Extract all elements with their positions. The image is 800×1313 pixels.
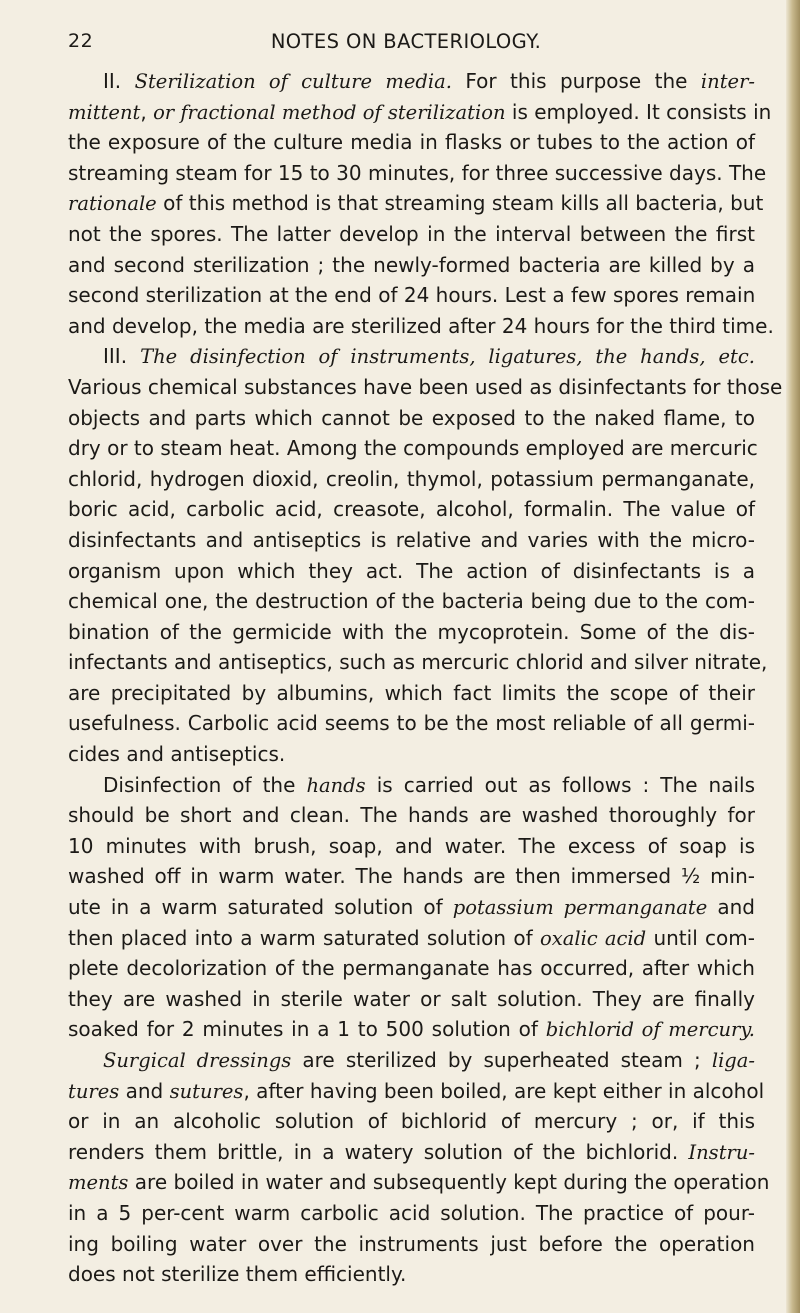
text-span: streaming steam for 15 to 30 minutes, for three successive days. The: [68, 160, 767, 185]
text-line: [68, 219, 755, 250]
text-span: is employed. It consists in: [505, 99, 772, 124]
text-line: [68, 923, 755, 954]
text-span: infectants and antiseptics, such as mercuric chlorid and silver nitrate,: [68, 650, 768, 675]
text-span: are sterilized by superheated steam ;: [291, 1048, 712, 1072]
text-line: [68, 556, 755, 587]
text-line: [68, 525, 755, 556]
text-span: renders them brittle, in a watery solution of the bichlorid.: [68, 1139, 689, 1164]
text-line: [68, 1198, 755, 1229]
text-span: boric acid, carbolic acid, creasote, alcohol, formalin. The value of: [68, 497, 755, 522]
text-line: [68, 1229, 755, 1260]
text-span: and: [119, 1078, 170, 1103]
text-span: chemical one, the destruction of the bacteria being due to the com-: [68, 589, 755, 614]
text-line: [68, 433, 758, 464]
text-line: [68, 250, 755, 281]
text-line: [68, 770, 755, 801]
italic-text: tures: [68, 1079, 120, 1103]
text-line: [68, 127, 755, 158]
text-line: [68, 953, 755, 984]
text-line: [68, 1045, 755, 1076]
text-span: III.: [103, 344, 141, 369]
text-line: [68, 188, 764, 219]
text-span: washed off in warm water. The hands are then immersed ½ min-: [68, 864, 755, 889]
text-span: For this purpose the: [451, 69, 701, 93]
text-span: cides and antiseptics.: [68, 742, 286, 767]
text-span: in a 5 per-cent warm carbolic acid solution. The practice of pour-: [68, 1200, 755, 1225]
text-span: objects and parts which cannot be exposed to the naked flame, to: [68, 405, 755, 430]
text-span: of this method is that streaming steam kills all bacteria, but: [156, 191, 764, 216]
italic-text: or fractional method of sterilization: [153, 100, 506, 124]
italic-text: inter-: [700, 70, 756, 93]
text-line: [68, 403, 755, 434]
text-span: ute in a warm saturated solution of: [68, 895, 453, 920]
text-line: [68, 708, 755, 739]
text-span: , after having been boiled, are kept either in alcohol: [243, 1078, 765, 1103]
text-span: until com-: [646, 925, 755, 950]
body-text: [68, 66, 783, 1290]
italic-text: rationale: [68, 192, 157, 216]
text-line: [68, 1167, 770, 1198]
text-span: organism upon which they act. The action of disinfectants is a: [68, 558, 755, 583]
text-line: [68, 1076, 765, 1107]
italic-text: hands: [306, 773, 366, 797]
page-header: [68, 30, 744, 56]
italic-text: sutures: [169, 1079, 244, 1103]
text-line: [68, 97, 772, 128]
italic-text: potassium permanganate: [452, 896, 708, 920]
italic-text: liga-: [711, 1049, 755, 1072]
text-span: and second sterilization ; the newly-formed bacteria are killed by a: [68, 252, 755, 277]
text-span: are boiled in water and subsequently kept during the operation: [128, 1170, 770, 1195]
text-span: plete decolorization of the permanganate has occurred, after which: [68, 956, 755, 981]
text-line: [68, 494, 755, 525]
text-line: [68, 892, 755, 923]
text-span: disinfectants and antiseptics is relative and varies with the micro-: [68, 527, 755, 552]
text-line: [68, 800, 755, 831]
italic-text: Instru-: [688, 1140, 755, 1164]
text-span: 10 minutes with brush, soap, and water. The excess of soap is: [68, 833, 755, 858]
italic-text: oxalic acid: [539, 926, 647, 950]
text-span: usefulness. Carbolic acid seems to be the most reliable of all germi-: [68, 711, 755, 736]
text-span: they are washed in sterile water or salt solution. They are finally: [68, 986, 755, 1011]
page-number: 22: [68, 30, 94, 52]
text-line: [68, 647, 768, 678]
text-span: bination of the germicide with the mycoprotein. Some of the dis-: [68, 619, 755, 644]
text-line: [68, 861, 755, 892]
text-line: [68, 1014, 755, 1045]
text-line: [68, 1106, 755, 1137]
text-span: and: [707, 895, 756, 920]
running-head: NOTES ON BACTERIOLOGY.: [270, 30, 542, 53]
text-line: [68, 1259, 755, 1290]
text-span: ,: [140, 99, 154, 124]
text-line: [68, 372, 783, 403]
text-span: dry or to steam heat. Among the compounds employed are mercuric: [68, 436, 758, 461]
text-span: Various chemical substances have been used as disinfectants for those: [68, 374, 783, 399]
text-line: [68, 984, 755, 1015]
text-line: [68, 66, 755, 97]
italic-text: Sterilization of culture media.: [134, 70, 452, 93]
text-line: [68, 831, 755, 862]
text-line: [68, 739, 755, 770]
text-line: [68, 464, 755, 495]
text-span: then placed into a warm saturated solution of: [68, 925, 540, 950]
text-line: [68, 1137, 755, 1168]
text-span: soaked for 2 minutes in a 1 to 500 solution of: [68, 1017, 546, 1042]
text-line: [68, 586, 755, 617]
text-span: are precipitated by albumins, which fact limits the scope of their: [68, 680, 755, 705]
text-span: chlorid, hydrogen dioxid, creolin, thymol, potassium permanganate,: [68, 466, 755, 491]
italic-text: bichlorid of mercury.: [545, 1018, 755, 1042]
text-span: not the spores. The latter develop in the interval between the first: [68, 221, 755, 246]
text-span: and develop, the media are sterilized after 24 hours for the third time.: [68, 313, 774, 338]
text-span: does not sterilize them efficiently.: [68, 1262, 407, 1287]
italic-text: ments: [68, 1171, 129, 1195]
text-line: [68, 617, 755, 648]
text-span: the exposure of the culture media in flasks or tubes to the action of: [68, 130, 755, 155]
text-line: [68, 311, 774, 342]
italic-text: The disinfection of instruments, ligatures, the hands, etc.: [140, 345, 755, 369]
text-line: [68, 158, 767, 189]
text-span: II.: [103, 69, 135, 93]
text-line: [68, 341, 755, 372]
text-span: is carried out as follows : The nails: [365, 772, 755, 797]
text-line: [68, 678, 755, 709]
italic-text: mittent: [68, 100, 141, 124]
text-span: Disinfection of the: [103, 772, 307, 797]
text-span: ing boiling water over the instruments just before the operation: [68, 1231, 755, 1256]
text-span: should be short and clean. The hands are washed thoroughly for: [68, 803, 755, 828]
page-edge: [786, 0, 800, 1313]
text-span: or in an alcoholic solution of bichlorid of mercury ; or, if this: [68, 1109, 755, 1134]
text-span: second sterilization at the end of 24 hours. Lest a few spores remain: [68, 283, 756, 308]
italic-text: Surgical dressings: [103, 1049, 292, 1072]
text-line: [68, 280, 755, 311]
